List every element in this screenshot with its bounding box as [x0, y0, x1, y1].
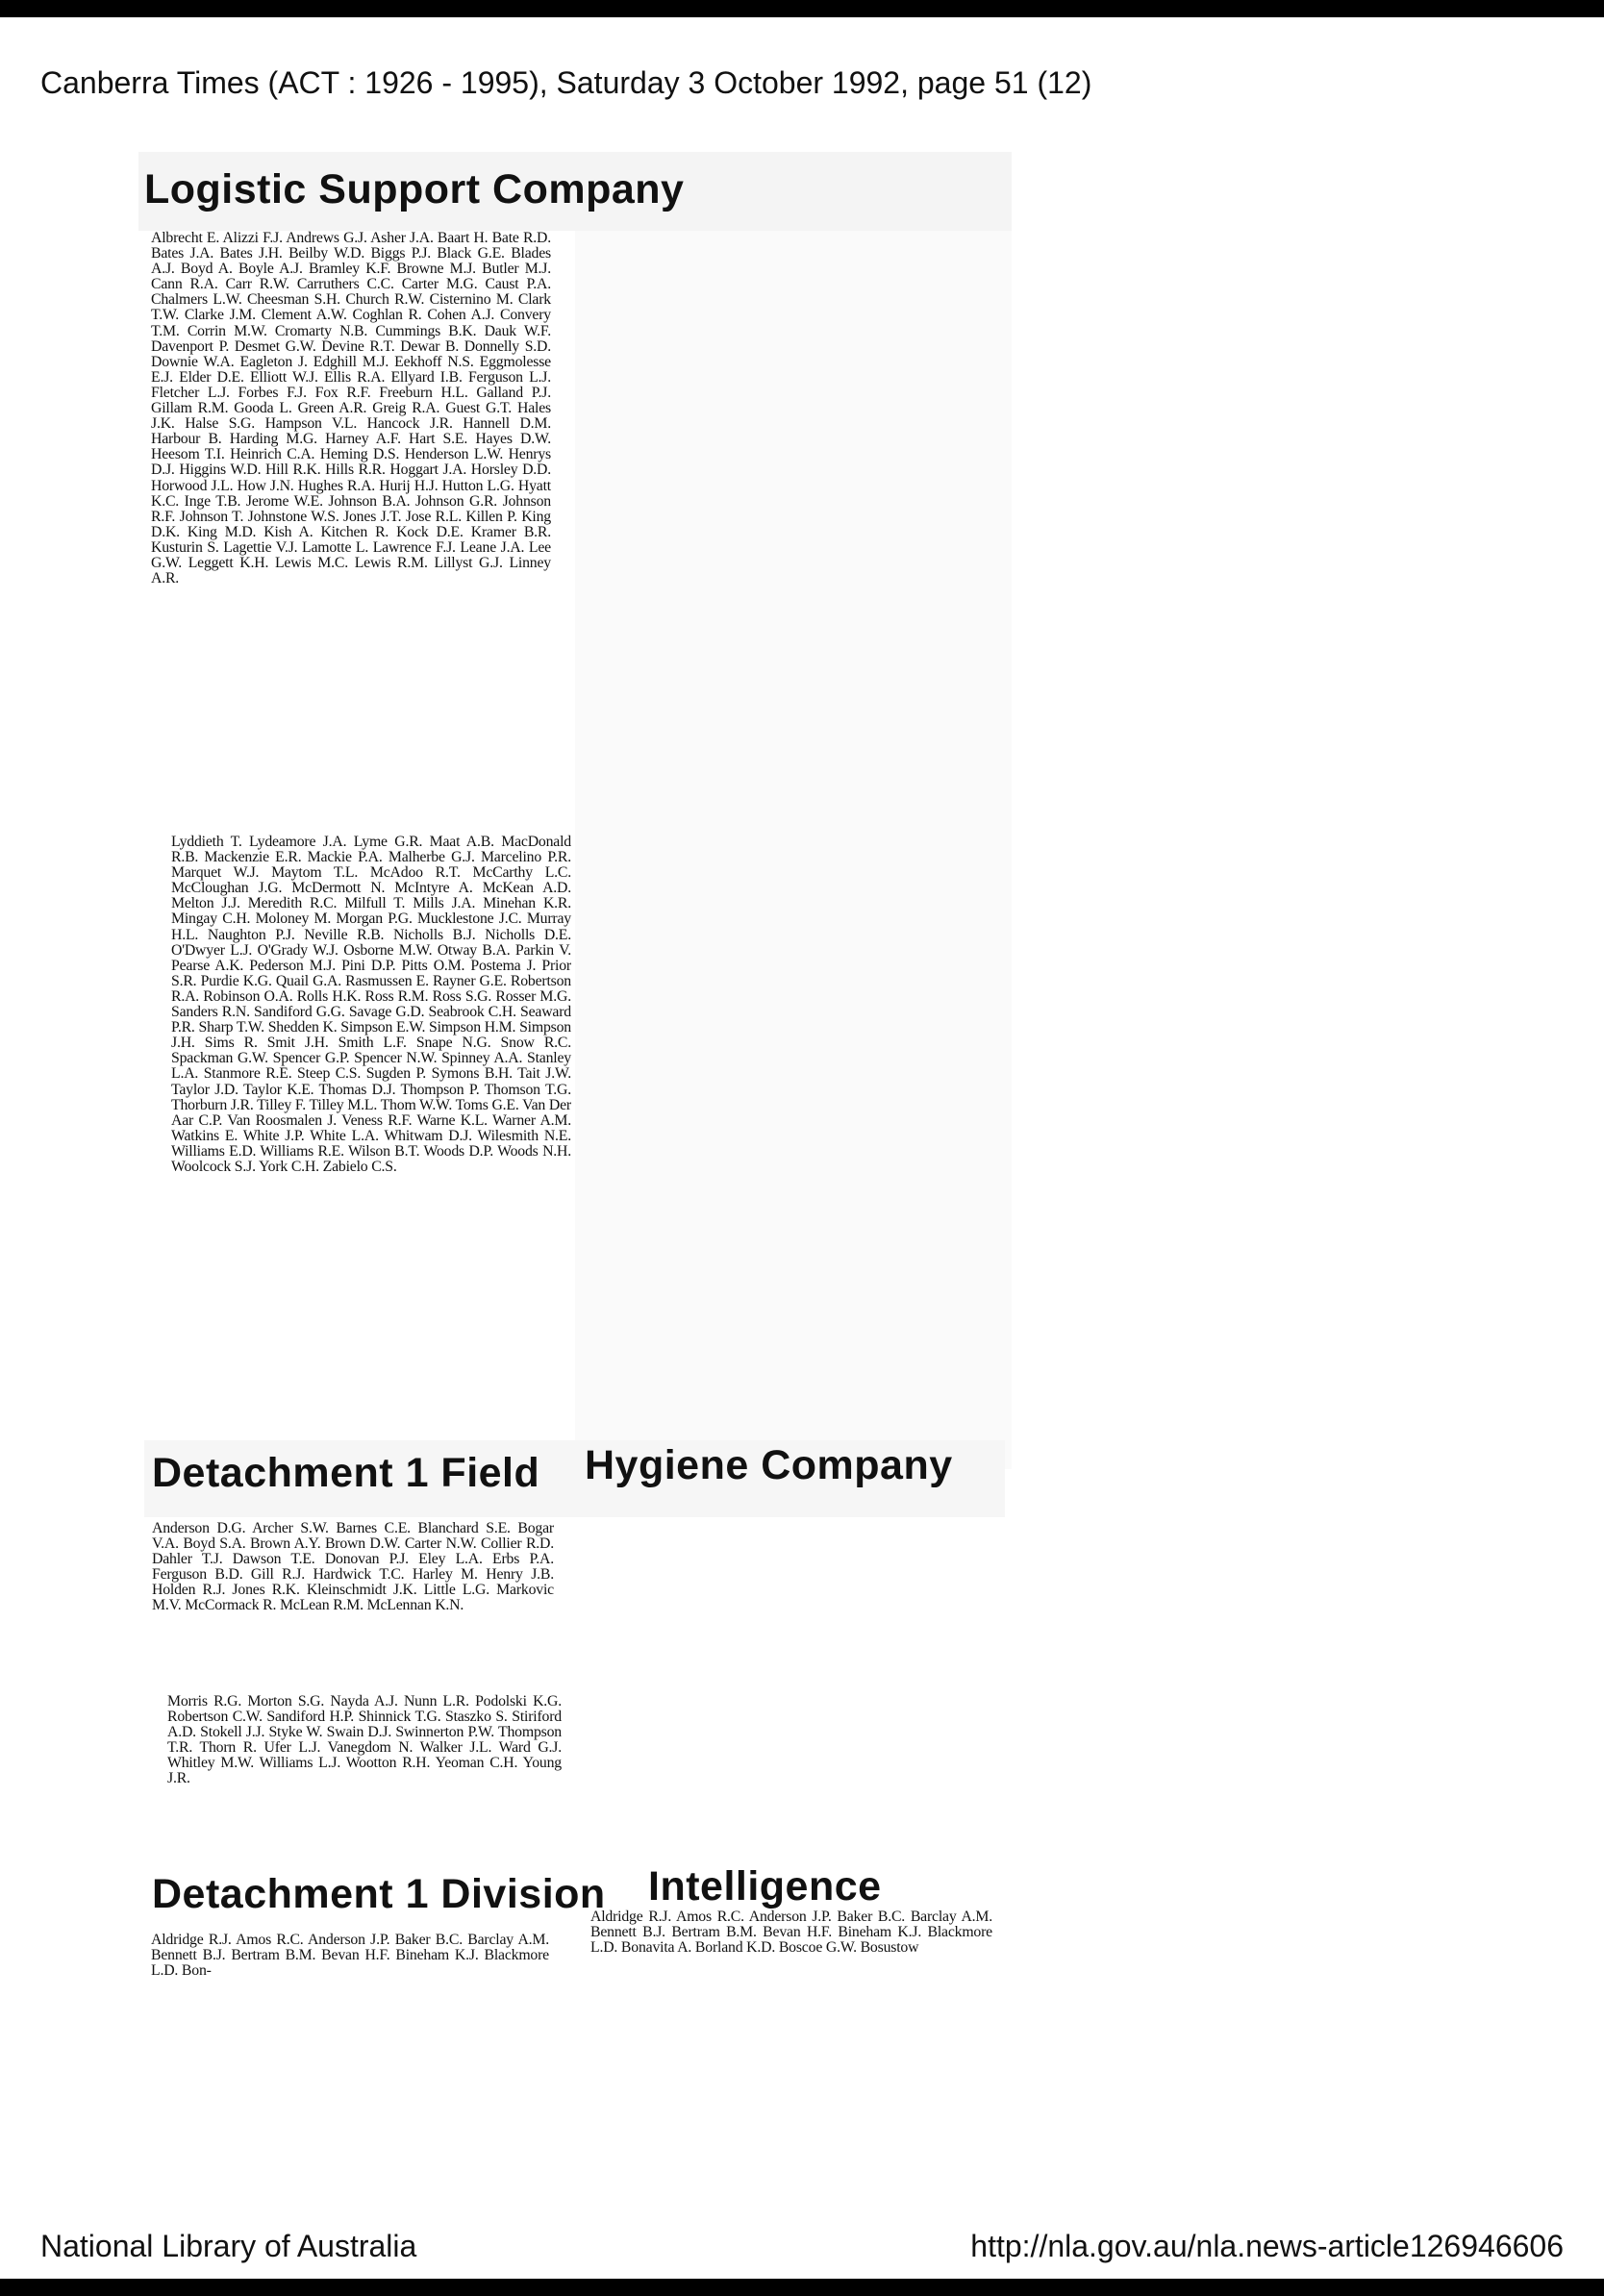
document-page	[0, 17, 1604, 2279]
intelligence-column-1	[151, 1932, 549, 1980]
intelligence-names-1: Aldridge R.J. Amos R.C. Anderson J.P. Baker B.C. Barclay A.M. Bennett B.J. Bertram B.M. Bevan H.F. Bineham K.J. Blackmore L.D. Bon-	[151, 1932, 549, 1980]
logistic-names-2: Lyddieth T. Lydeamore J.A. Lyme G.R. Maat A.B. MacDonald R.B. Mackenzie E.R. Mackie P.A. Malherbe G.J. Marcelino P.R. Marquet W.J. Maytom T.L. McAdoo R.T. McCarthy L.C. McCloughan J.G. McDermott N. McIntyre A. McKean A.D. Melton J.J. Meredith R.C. Milfull T. Mills J.A. Minehan K.R. Mingay C.H. Moloney M. Morgan P.G. Mucklestone J.C. Murray H.L. Naughton P.J. Neville R.B. Nicholls B.J. Nicholls D.E. O'Dwyer L.J. O'Grady W.J. Osborne M.W. Otway B.A. Parkin V. Pearse A.K. Pederson M.J. Pini D.P. Pitts O.M. Postema J. Prior S.R. Purdie K.G. Quail G.A. Rasmussen E. Rayner G.E. Robertson R.A. Robinson O.A. Rolls H.K. Ross R.M. Ross S.G. Rosser M.G. Sanders R.N. Sandiford G.G. Savage G.D. Seabrook C.H. Seaward P.R. Sharp T.W. Shedden K. Simpson E.W. Simpson H.M. Simpson J.H. Sims R. Smit J.H. Smith L.F. Snape N.G. Snow R.C. Spackman G.W. Spencer G.P. Spencer N.W. Spinney A.A. Stanley L.A. Stanmore R.E. Steep C.S. Sugden P. Symons B.H. Tait J.W. Taylor J.D. Taylor K.E. Thomas D.J. Thompson P. Thomson T.G. Thorburn J.R. Tilley F. Tilley M.L. Thom W.W. Toms G.E. Van Der Aar C.P. Van Roosmalen J. Veness R.F. Warne K.L. Warner A.M. Watkins E. White J.P. White L.A. Whitwam D.J. Wilesmith N.E. Williams E.D. Williams R.E. Wilson B.T. Woods D.P. Woods N.H. Woolcock S.J. York C.H. Zabielo C.S.	[171, 834, 571, 1175]
logistic-names-1: Albrecht E. Alizzi F.J. Andrews G.J. Asher J.A. Baart H. Bate R.D. Bates J.A. Bates J.H. Beilby W.D. Biggs P.J. Black G.E. Blades A.J. Boyd A. Boyle A.J. Bramley K.F. Browne M.J. Butler M.J. Cann R.A. Carr R.W. Carruthers C.C. Carter M.G. Caust P.A. Chalmers L.W. Cheesman S.H. Church R.W. Cisternino M. Clark T.W. Clarke J.M. Clement A.W. Coghlan R. Cohen A.J. Convery T.M. Corrin M.W. Cromarty N.B. Cummings B.K. Dauk W.F. Davenport P. Desmet G.W. Devine R.T. Dewar B. Donnelly S.D. Downie W.A. Eagleton J. Edghill M.J. Eekhoff N.S. Eggmolesse E.J. Elder D.E. Elliott W.J. Ellis R.A. Ellyard I.B. Ferguson L.J. Fletcher L.J. Forbes F.J. Fox R.F. Freeburn H.L. Galland P.J. Gillam R.M. Gooda L. Green A.R. Greig R.A. Guest G.T. Hales J.K. Halse S.G. Hampson V.L. Hancock J.R. Hannell D.M. Harbour B. Harding M.G. Harney A.F. Hart S.E. Hayes D.W. Heesom T.I. Heinrich C.A. Heming D.S. Henderson L.W. Henrys D.J. Higgins W.D. Hill R.K. Hills R.R. Hoggart J.A. Horsley D.D. Horwood J.L. How J.N. Hughes R.A. Hurij H.J. Hutton L.G. Hyatt K.C. Inge T.B. Jerome W.E. Johnson B.A. Johnson G.R. Johnson R.F. Johnson T. Johnstone W.S. Jones J.T. Jose R.L. Killen P. King D.K. King M.D. Kish A. Kitchen R. Kock D.E. Kramer B.R. Kusturin S. Lagettie V.J. Lamotte L. Lawrence F.J. Leane J.A. Lee G.W. Leggett K.H. Lewis M.C. Lewis R.M. Lillyst G.J. Linney A.R.	[151, 230, 551, 587]
logistic-column-2	[171, 835, 571, 1442]
intelligence-column-2	[590, 1909, 992, 1986]
hygiene-heading-left: Detachment 1 Field	[152, 1450, 540, 1496]
logistic-column-1	[151, 231, 551, 836]
hygiene-names-2: Morris R.G. Morton S.G. Nayda A.J. Nunn L.R. Podolski K.G. Robertson C.W. Sandiford H.P. Shinnick T.G. Staszko S. Stiriford A.D. Stokell J.J. Styke W. Swain D.J. Swinnerton P.W. Thompson T.R. Thorn R. Ufer L.J. Vanegdom N. Walker J.L. Ward G.J. Whitley M.W. Williams L.J. Wootton R.H. Yeoman C.H. Young J.R.	[167, 1693, 562, 1787]
hygiene-column-1	[152, 1521, 554, 1685]
hygiene-heading-right: Hygiene Company	[585, 1442, 953, 1488]
publisher-footer: National Library of Australia	[40, 2229, 417, 2263]
logistic-heading: Logistic Support Company	[144, 166, 685, 212]
intelligence-heading-right: Intelligence	[648, 1863, 882, 1909]
intelligence-names-2: Aldridge R.J. Amos R.C. Anderson J.P. Baker B.C. Barclay A.M. Bennett B.J. Bertram B.M. Bevan H.F. Bineham K.J. Blackmore L.D. Bonavita A. Borland K.D. Boscoe G.W. Bosustow	[590, 1909, 992, 1957]
intelligence-heading-left: Detachment 1 Division	[152, 1871, 606, 1917]
hygiene-column-2	[167, 1694, 562, 1858]
citation-header: Canberra Times (ACT : 1926 - 1995), Saturday 3 October 1992, page 51 (12)	[40, 65, 1092, 100]
hygiene-names-1: Anderson D.G. Archer S.W. Barnes C.E. Blanchard S.E. Bogar V.A. Boyd S.A. Brown A.Y. Brown D.W. Carter N.W. Collier R.D. Dahler T.J. Dawson T.E. Donovan P.J. Eley L.A. Erbs P.A. Ferguson B.D. Gill R.J. Hardwick T.C. Harley M. Henry J.B. Holden R.J. Jones R.K. Kleinschmidt J.K. Little L.G. Markovic M.V. McCormack R. McLean R.M. McLennan K.N.	[152, 1520, 554, 1614]
article-url[interactable]: http://nla.gov.au/nla.news-article126946606	[970, 2229, 1564, 2263]
